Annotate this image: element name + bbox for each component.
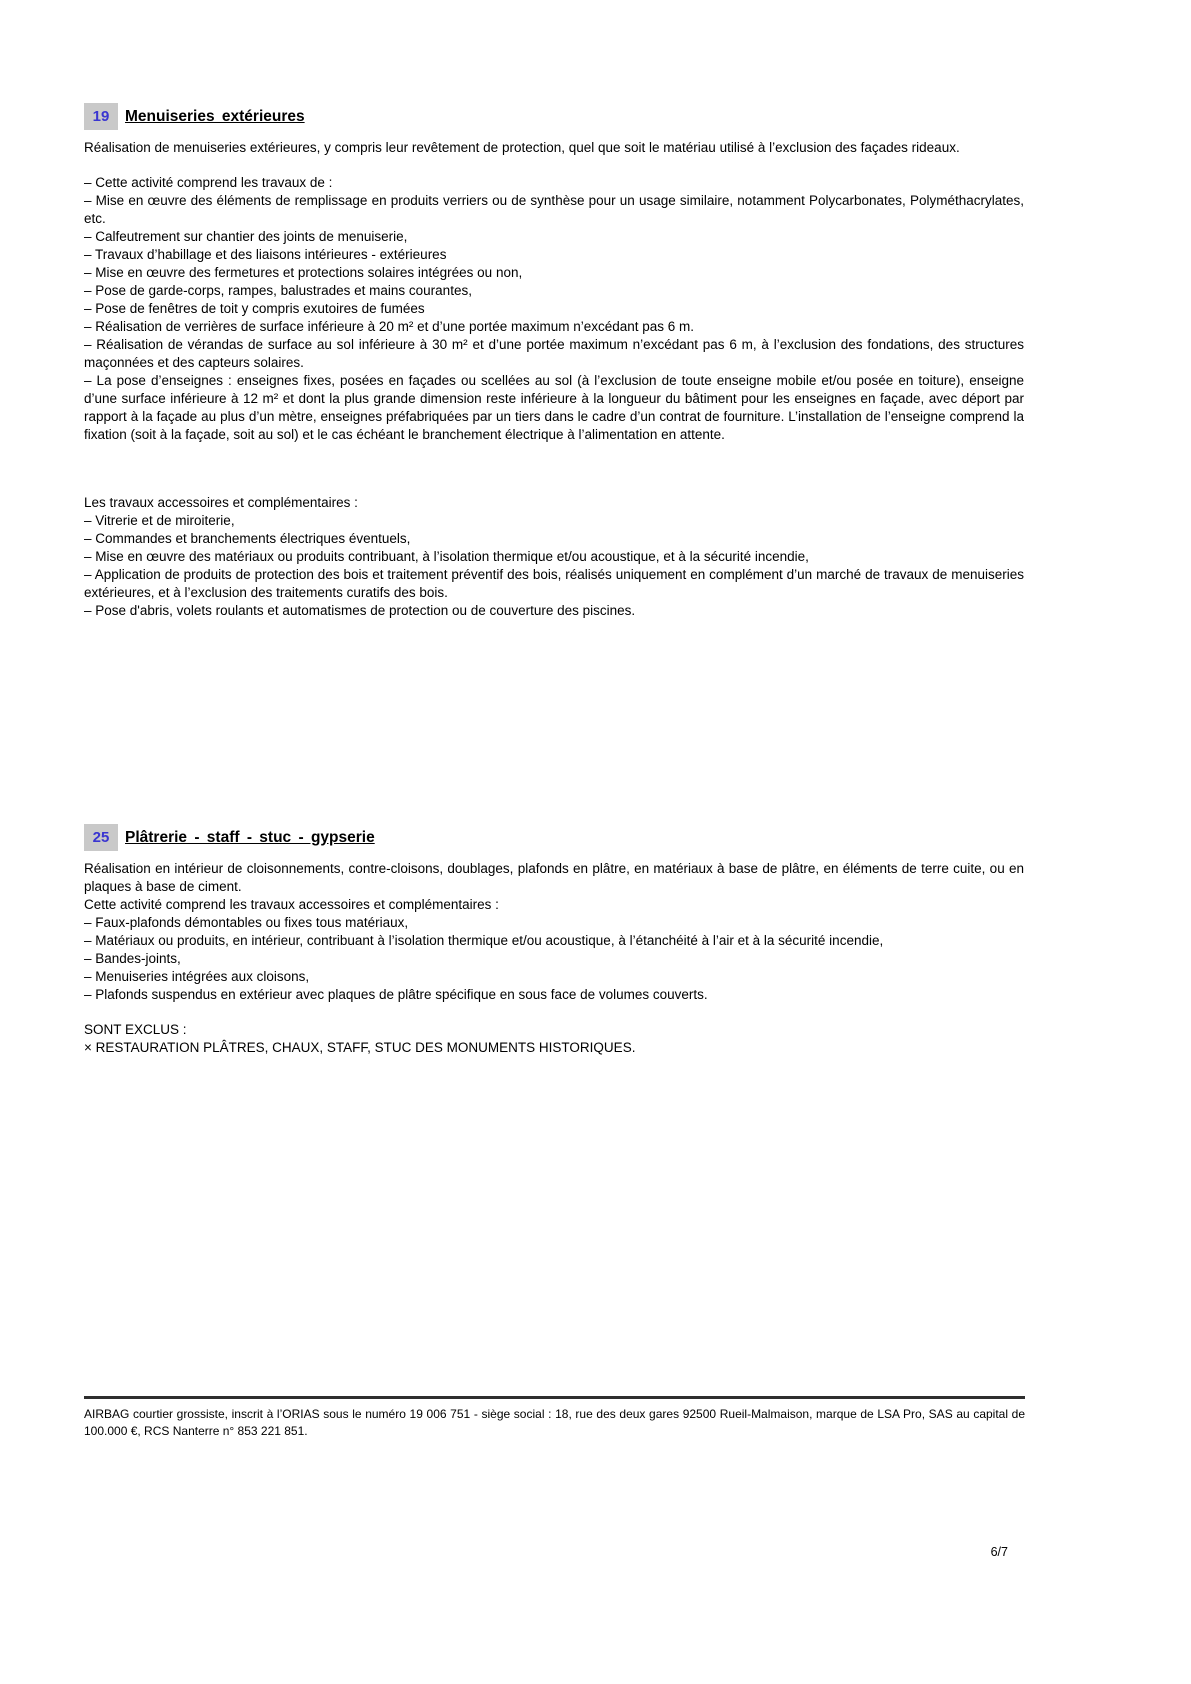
list-item: – Mise en œuvre des éléments de remplissage en produits verriers ou de synthèse pour un usage similaire, notamment Polycarbonates, Polyméthacrylates, etc. xyxy=(84,193,1024,226)
accessoires-heading: Les travaux accessoires et complémentaires : xyxy=(84,495,358,510)
exclusions-heading: SONT EXCLUS : xyxy=(84,1022,187,1037)
section-25-platrerie xyxy=(84,824,1024,1057)
list-item: – La pose d’enseignes : enseignes fixes, posées en façades ou scellées au sol (à l’exclusion de toute enseigne mobile et/ou posée en toiture), enseigne d’une surface inférieure à 12 m² et dont la plus grande dimension reste inférieure à la longueur du bâtiment pour les enseignes en façade, avec déport par rapport à la façade au plus d’un mètre, enseignes préfabriquées par un tiers dans le cadre d’un contrat de fourniture. L’installation de l’enseigne comprend la fixation (soit à la façade, soit au sol) et le cas échéant le branchement électrique à l’alimentation en attente. xyxy=(84,373,1024,442)
list-item: – Vitrerie et de miroiterie, xyxy=(84,513,235,528)
list-item: – Calfeutrement sur chantier des joints de menuiserie, xyxy=(84,229,408,244)
spacer xyxy=(84,1004,1024,1021)
section-19-number-badge: 19 xyxy=(84,103,118,130)
list-item: – Mise en œuvre des fermetures et protections solaires intégrées ou non, xyxy=(84,265,523,280)
section-19-header xyxy=(84,103,1024,130)
spacer xyxy=(84,157,1024,174)
section-25-title: Plâtrerie - staff - stuc - gypserie xyxy=(125,828,375,846)
section-25-number-badge: 25 xyxy=(84,824,118,851)
list-item: – Pose de fenêtres de toit y compris exutoires de fumées xyxy=(84,301,425,316)
section-25-header xyxy=(84,824,1024,851)
list-item: – Travaux d’habillage et des liaisons intérieures - extérieures xyxy=(84,247,447,262)
list-item: – Pose d'abris, volets roulants et automatismes de protection ou de couverture des piscines. xyxy=(84,603,636,618)
spacer xyxy=(84,444,1024,494)
page-footer xyxy=(84,1396,1025,1440)
list-item: – Commandes et branchements électriques éventuels, xyxy=(84,531,411,546)
list-item: – Pose de garde-corps, rampes, balustrades et mains courantes, xyxy=(84,283,472,298)
list-item: – Menuiseries intégrées aux cloisons, xyxy=(84,969,310,984)
section-19-menuiseries-exterieures xyxy=(84,103,1024,620)
section-25-intro: Réalisation en intérieur de cloisonnements, contre-cloisons, doublages, plafonds en plâtre, en matériaux à base de plâtre, en éléments de terre cuite, ou en plaques à base de ciment. xyxy=(84,861,1024,894)
page-number: 6/7 xyxy=(990,1545,1008,1559)
list-item: – Bandes-joints, xyxy=(84,951,181,966)
list-item: – Matériaux ou produits, en intérieur, contribuant à l’isolation thermique et/ou acoustique, à l’étanchéité à l’air et à la sécurité incendie, xyxy=(84,933,884,948)
section-19-title: Menuiseries extérieures xyxy=(125,107,305,125)
list-item: – Application de produits de protection des bois et traitement préventif des bois, réalisés uniquement en complément d’un marché de travaux de menuiseries extérieures, et à l’exclusion des traitements curatifs des bois. xyxy=(84,567,1024,600)
section-19-intro: Réalisation de menuiseries extérieures, y compris leur revêtement de protection, quel que soit le matériau utilisé à l’exclusion des façades rideaux. xyxy=(84,140,960,155)
list-item: – Mise en œuvre des matériaux ou produits contribuant, à l’isolation thermique et/ou acoustique, et à la sécurité incendie, xyxy=(84,549,809,564)
footer-legal-text: AIRBAG courtier grossiste, inscrit à l’ORIAS sous le numéro 19 006 751 - siège social : 18, rue des deux gares 92500 Rueil-Malmaison, marque de LSA Pro, SAS au capital de 100.000 €, RCS Nanterre n° 853 221 851. xyxy=(84,1407,1025,1438)
list-item: – Faux-plafonds démontables ou fixes tous matériaux, xyxy=(84,915,409,930)
list-item: – Plafonds suspendus en extérieur avec plaques de plâtre spécifique en sous face de volumes couverts. xyxy=(84,987,708,1002)
exclusion-item: × RESTAURATION PLÂTRES, CHAUX, STAFF, STUC DES MONUMENTS HISTORIQUES. xyxy=(84,1040,636,1055)
footer-divider xyxy=(84,1396,1025,1399)
list-item: – Réalisation de vérandas de surface au sol inférieure à 30 m² et d’une portée maximum n’excédant pas 6 m, à l’exclusion des fondations, des structures maçonnées et des capteurs solaires. xyxy=(84,337,1024,370)
list-item: – Réalisation de verrières de surface inférieure à 20 m² et d’une portée maximum n’excédant pas 6 m. xyxy=(84,319,695,334)
list-item: – Cette activité comprend les travaux de : xyxy=(84,175,333,190)
list-item: Cette activité comprend les travaux accessoires et complémentaires : xyxy=(84,897,499,912)
